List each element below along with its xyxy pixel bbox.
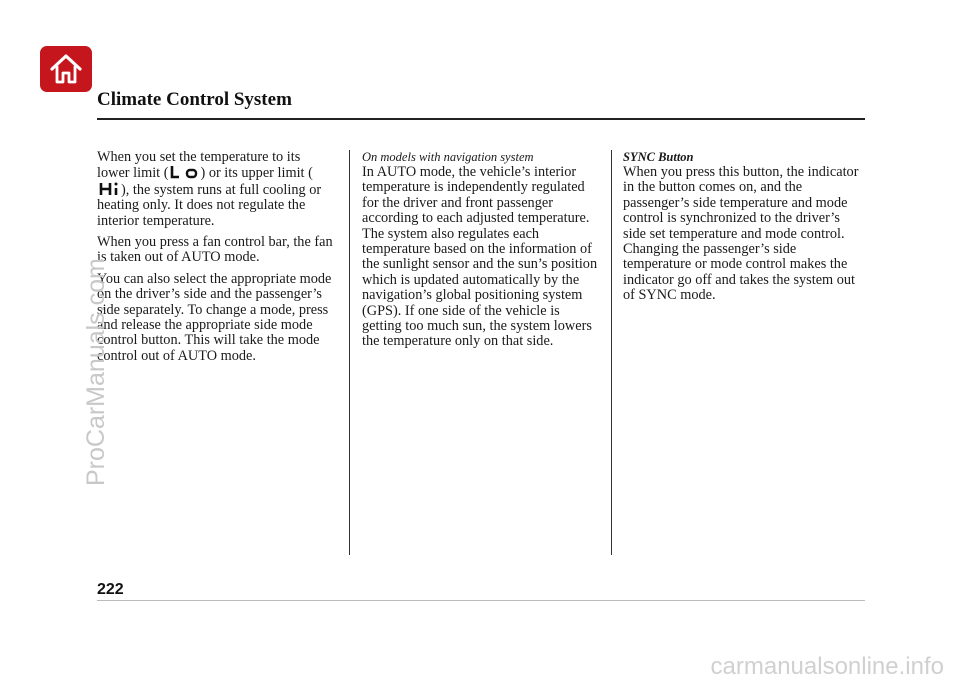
paragraph-temperature-limits xyxy=(97,150,335,229)
home-icon xyxy=(49,53,83,85)
subhead-sync-button: SYNC Button xyxy=(623,150,694,164)
paragraph-fan-control: When you press a fan control bar, the fan is taken out of AUTO mode. xyxy=(97,234,333,266)
paragraph-mode-select: You can also select the appropriate mode on the driver’s side and the passenger’s side separately. To change a mode, press and release the appropriate side mode control button. This will take the mode control out of AUTO mode. xyxy=(97,270,332,364)
paragraph-sync-button: When you press this button, the indicator in the button comes on, and the passenger’s side temperature and mode control is synchronized to the driver’s side set temperature and mode control. Changing the passenger’s side temperature or mode control makes the indicator go off and takes the system out of SYNC mode. xyxy=(623,164,859,304)
subhead-navigation-models: On models with navigation system xyxy=(362,150,534,164)
section-title: Climate Control System xyxy=(97,89,292,110)
paragraph-auto-mode: In AUTO mode, the vehicle’s interior temperature is independently regulated for the driver and front passenger according to each adjusted temperature. The system also regulates each temperature based on the information of the sunlight sensor and the sun’s position which is updated automatically by the navigation’s global positioning system (GPS). If one side of the vehicle is getting too much sun, the system lowers the temperature only on that side. xyxy=(362,164,598,350)
title-divider xyxy=(97,118,865,120)
column-1 xyxy=(97,150,335,370)
bottom-watermark: carmanualsonline.info xyxy=(710,653,944,680)
lo-symbol-icon xyxy=(169,165,199,179)
text-run: ) or its upper limit ( xyxy=(200,165,313,182)
footer-divider xyxy=(97,600,865,601)
page-number: 222 xyxy=(97,581,124,598)
column-divider xyxy=(349,150,350,555)
column-divider xyxy=(611,150,612,555)
text-run: When you set the temperature to its lower limit ( xyxy=(97,149,301,182)
home-button[interactable] xyxy=(40,46,92,92)
side-watermark: ProCarManuals.com xyxy=(82,258,110,486)
text-run: ), the system runs at full cooling or heating only. It does not regulate the interior temperature. xyxy=(97,181,322,229)
hi-symbol-icon xyxy=(98,182,120,196)
column-2 xyxy=(362,150,600,356)
column-3 xyxy=(623,150,861,310)
